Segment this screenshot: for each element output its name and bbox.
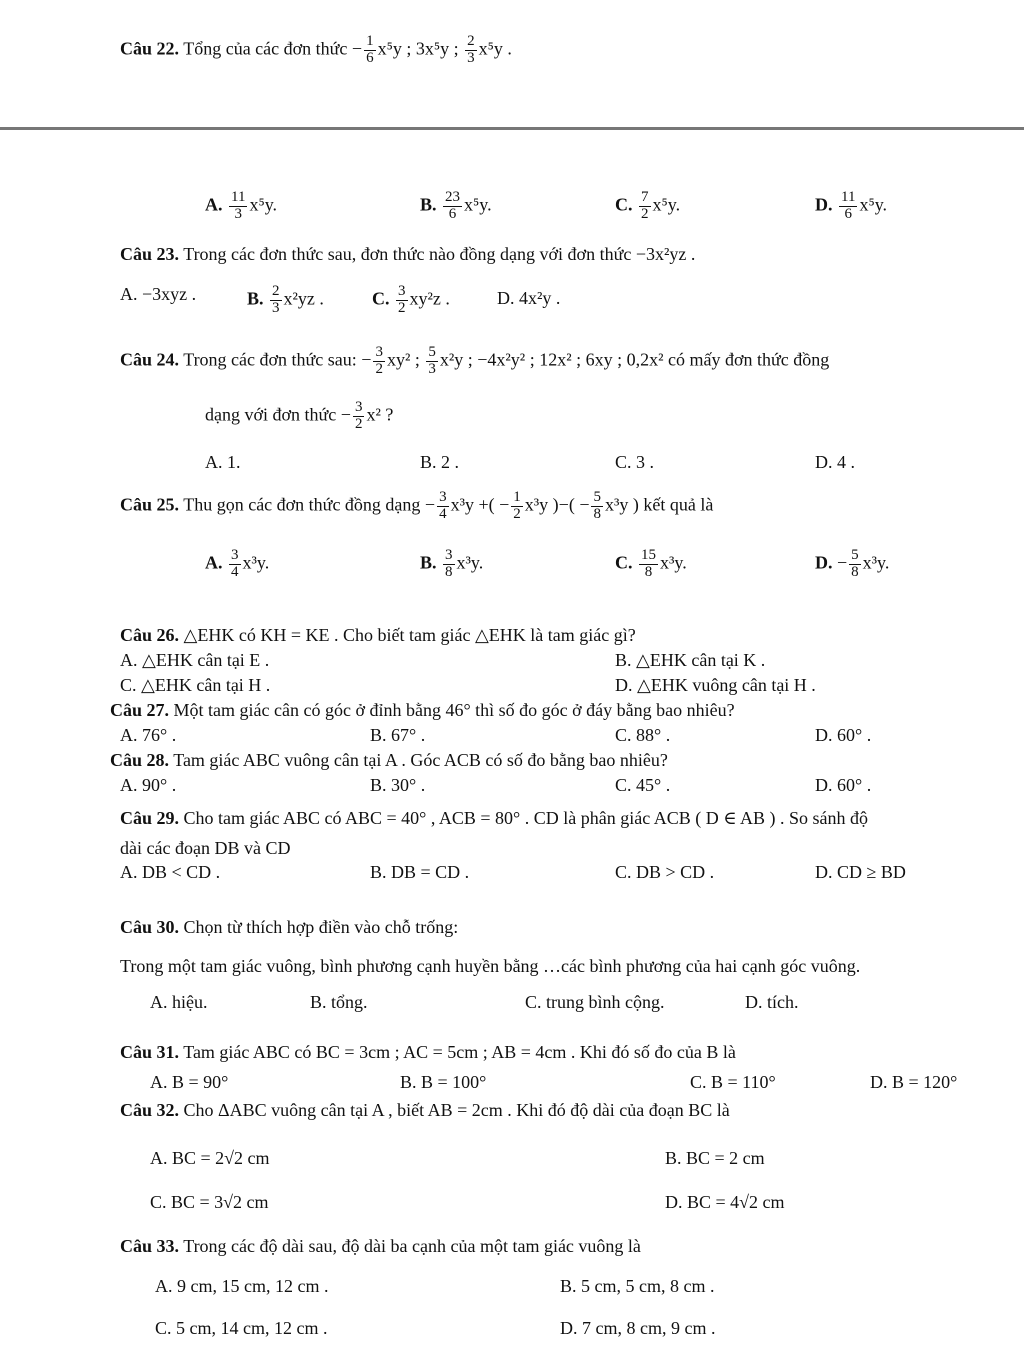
- option-a[interactable]: A. △EHK cân tại E .: [120, 650, 270, 670]
- option-a[interactable]: A. 9 cm, 15 cm, 12 cm .: [155, 1276, 329, 1296]
- option-a[interactable]: A. 76° .: [120, 725, 177, 745]
- option-d[interactable]: D. − $\frac{5}{8}$ x³y.: [815, 547, 890, 580]
- option-d[interactable]: D. BC = 4√2 cm: [665, 1192, 785, 1212]
- option-d[interactable]: D. 60° .: [815, 725, 872, 745]
- question-25: Câu 25. Thu gọn các đơn thức đồng dạng − $\frac{3}{4}$ x³y +( − $\frac{1}{2}$ x³y )−( − $\frac{5}{8}$ x³y ) kết quả là: [120, 489, 714, 522]
- option-b[interactable]: B. B = 100°: [400, 1072, 487, 1092]
- option-c[interactable]: C. BC = 3√2 cm: [150, 1192, 269, 1212]
- option-d[interactable]: D. CD ≥ BD: [815, 862, 906, 882]
- question-22: Câu 22. Tổng của các đơn thức − $\frac{1}{6}$ x⁵y ; 3x⁵y ; $\frac{2}{3}$ x⁵y .: [120, 33, 512, 66]
- option-c[interactable]: C. B = 110°: [690, 1072, 776, 1092]
- option-a[interactable]: A. BC = 2√2 cm: [150, 1148, 270, 1168]
- option-c[interactable]: C. 45° .: [615, 775, 671, 795]
- question-30-line2: Trong một tam giác vuông, bình phương cạnh huyền bằng …các bình phương của hai cạnh góc vuông.: [120, 956, 861, 976]
- question-29: Câu 29. Cho tam giác ABC có ABC = 40° , ACB = 80° . CD là phân giác ACB ( D ∈ AB ) . So sánh độ: [120, 808, 869, 828]
- option-b[interactable]: B. △EHK cân tại K .: [615, 650, 766, 670]
- question-24: Câu 24. Trong các đơn thức sau: − $\frac{3}{2}$ xy² ; $\frac{5}{3}$ x²y ; −4x²y² ; 12x² ; 6xy ; 0,2x² có mấy đơn thức đồng: [120, 344, 830, 377]
- option-d[interactable]: D. 7 cm, 8 cm, 9 cm .: [560, 1318, 716, 1338]
- option-d[interactable]: D. 4x²y .: [497, 288, 561, 308]
- option-c[interactable]: C. 5 cm, 14 cm, 12 cm .: [155, 1318, 328, 1338]
- option-b[interactable]: B. BC = 2 cm: [665, 1148, 765, 1168]
- option-d[interactable]: D. 60° .: [815, 775, 872, 795]
- option-b[interactable]: B. 30° .: [370, 775, 426, 795]
- question-30: Câu 30. Chọn từ thích hợp điền vào chỗ trống:: [120, 917, 459, 937]
- question-23: Câu 23. Trong các đơn thức sau, đơn thức nào đồng dạng với đơn thức −3x²yz .: [120, 244, 696, 264]
- option-b[interactable]: B. DB = CD .: [370, 862, 470, 882]
- option-c[interactable]: C. △EHK cân tại H .: [120, 675, 271, 695]
- option-a[interactable]: A. 90° .: [120, 775, 177, 795]
- option-b[interactable]: B. $\frac{3}{8}$ x³y.: [420, 547, 484, 580]
- question-32: Câu 32. Cho ΔABC vuông cân tại A , biết AB = 2cm . Khi đó độ dài của đoạn BC là: [120, 1100, 730, 1120]
- option-c[interactable]: C. 88° .: [615, 725, 671, 745]
- option-c[interactable]: C. 3 .: [615, 452, 655, 472]
- option-a[interactable]: A. −3xyz .: [120, 284, 197, 304]
- option-b[interactable]: B. 5 cm, 5 cm, 8 cm .: [560, 1276, 715, 1296]
- option-a[interactable]: A. B = 90°: [150, 1072, 229, 1092]
- question-29-line2: dài các đoạn DB và CD: [120, 838, 291, 858]
- minus-sign: −: [351, 38, 363, 59]
- option-d[interactable]: D. tích.: [745, 992, 799, 1012]
- option-c[interactable]: C. trung bình cộng.: [525, 992, 665, 1012]
- question-27: Câu 27. Một tam giác cân có góc ở đỉnh bằng 46° thì số đo góc ở đáy bằng bao nhiêu?: [110, 700, 735, 720]
- option-a[interactable]: A. 1.: [205, 452, 241, 472]
- option-a[interactable]: A. DB < CD .: [120, 862, 221, 882]
- option-c[interactable]: C. $\frac{7}{2}$ x⁵y.: [615, 189, 681, 222]
- option-c[interactable]: C. $\frac{15}{8}$ x³y.: [615, 547, 687, 580]
- option-a[interactable]: A. hiệu.: [150, 992, 208, 1012]
- option-a[interactable]: A. $\frac{3}{4}$ x³y.: [205, 547, 270, 580]
- option-b[interactable]: B. 67° .: [370, 725, 426, 745]
- option-c[interactable]: C. DB > CD .: [615, 862, 715, 882]
- option-c[interactable]: C. $\frac{3}{2}$ xy²z .: [372, 283, 450, 316]
- option-d[interactable]: D. B = 120°: [870, 1072, 958, 1092]
- divider: [0, 127, 1024, 130]
- option-b[interactable]: B. 2 .: [420, 452, 460, 472]
- option-b[interactable]: B. $\frac{23}{6}$ x⁵y.: [420, 189, 492, 222]
- question-28: Câu 28. Tam giác ABC vuông cân tại A . Góc ACB có số đo bằng bao nhiêu?: [110, 750, 668, 770]
- option-a[interactable]: A. $\frac{11}{3}$ x⁵y.: [205, 189, 278, 222]
- option-d[interactable]: D. △EHK vuông cân tại H .: [615, 675, 816, 695]
- question-31: Câu 31. Tam giác ABC có BC = 3cm ; AC = 5cm ; AB = 4cm . Khi đó số đo của B là: [120, 1042, 736, 1062]
- question-26: Câu 26. △EHK có KH = KE . Cho biết tam giác △EHK là tam giác gì?: [120, 625, 636, 645]
- option-b[interactable]: B. $\frac{2}{3}$ x²yz .: [247, 283, 324, 316]
- question-33: Câu 33. Trong các độ dài sau, độ dài ba cạnh của một tam giác vuông là: [120, 1236, 641, 1256]
- option-b[interactable]: B. tổng.: [310, 992, 368, 1012]
- option-d[interactable]: D. 4 .: [815, 452, 855, 472]
- fraction: $\frac{1}{6}$: [366, 33, 374, 66]
- option-d[interactable]: D. $\frac{11}{6}$ x⁵y.: [815, 189, 888, 222]
- question-24-line2: dạng với đơn thức − $\frac{3}{2}$ x² ?: [205, 399, 394, 432]
- fraction: $\frac{2}{3}$: [467, 33, 475, 66]
